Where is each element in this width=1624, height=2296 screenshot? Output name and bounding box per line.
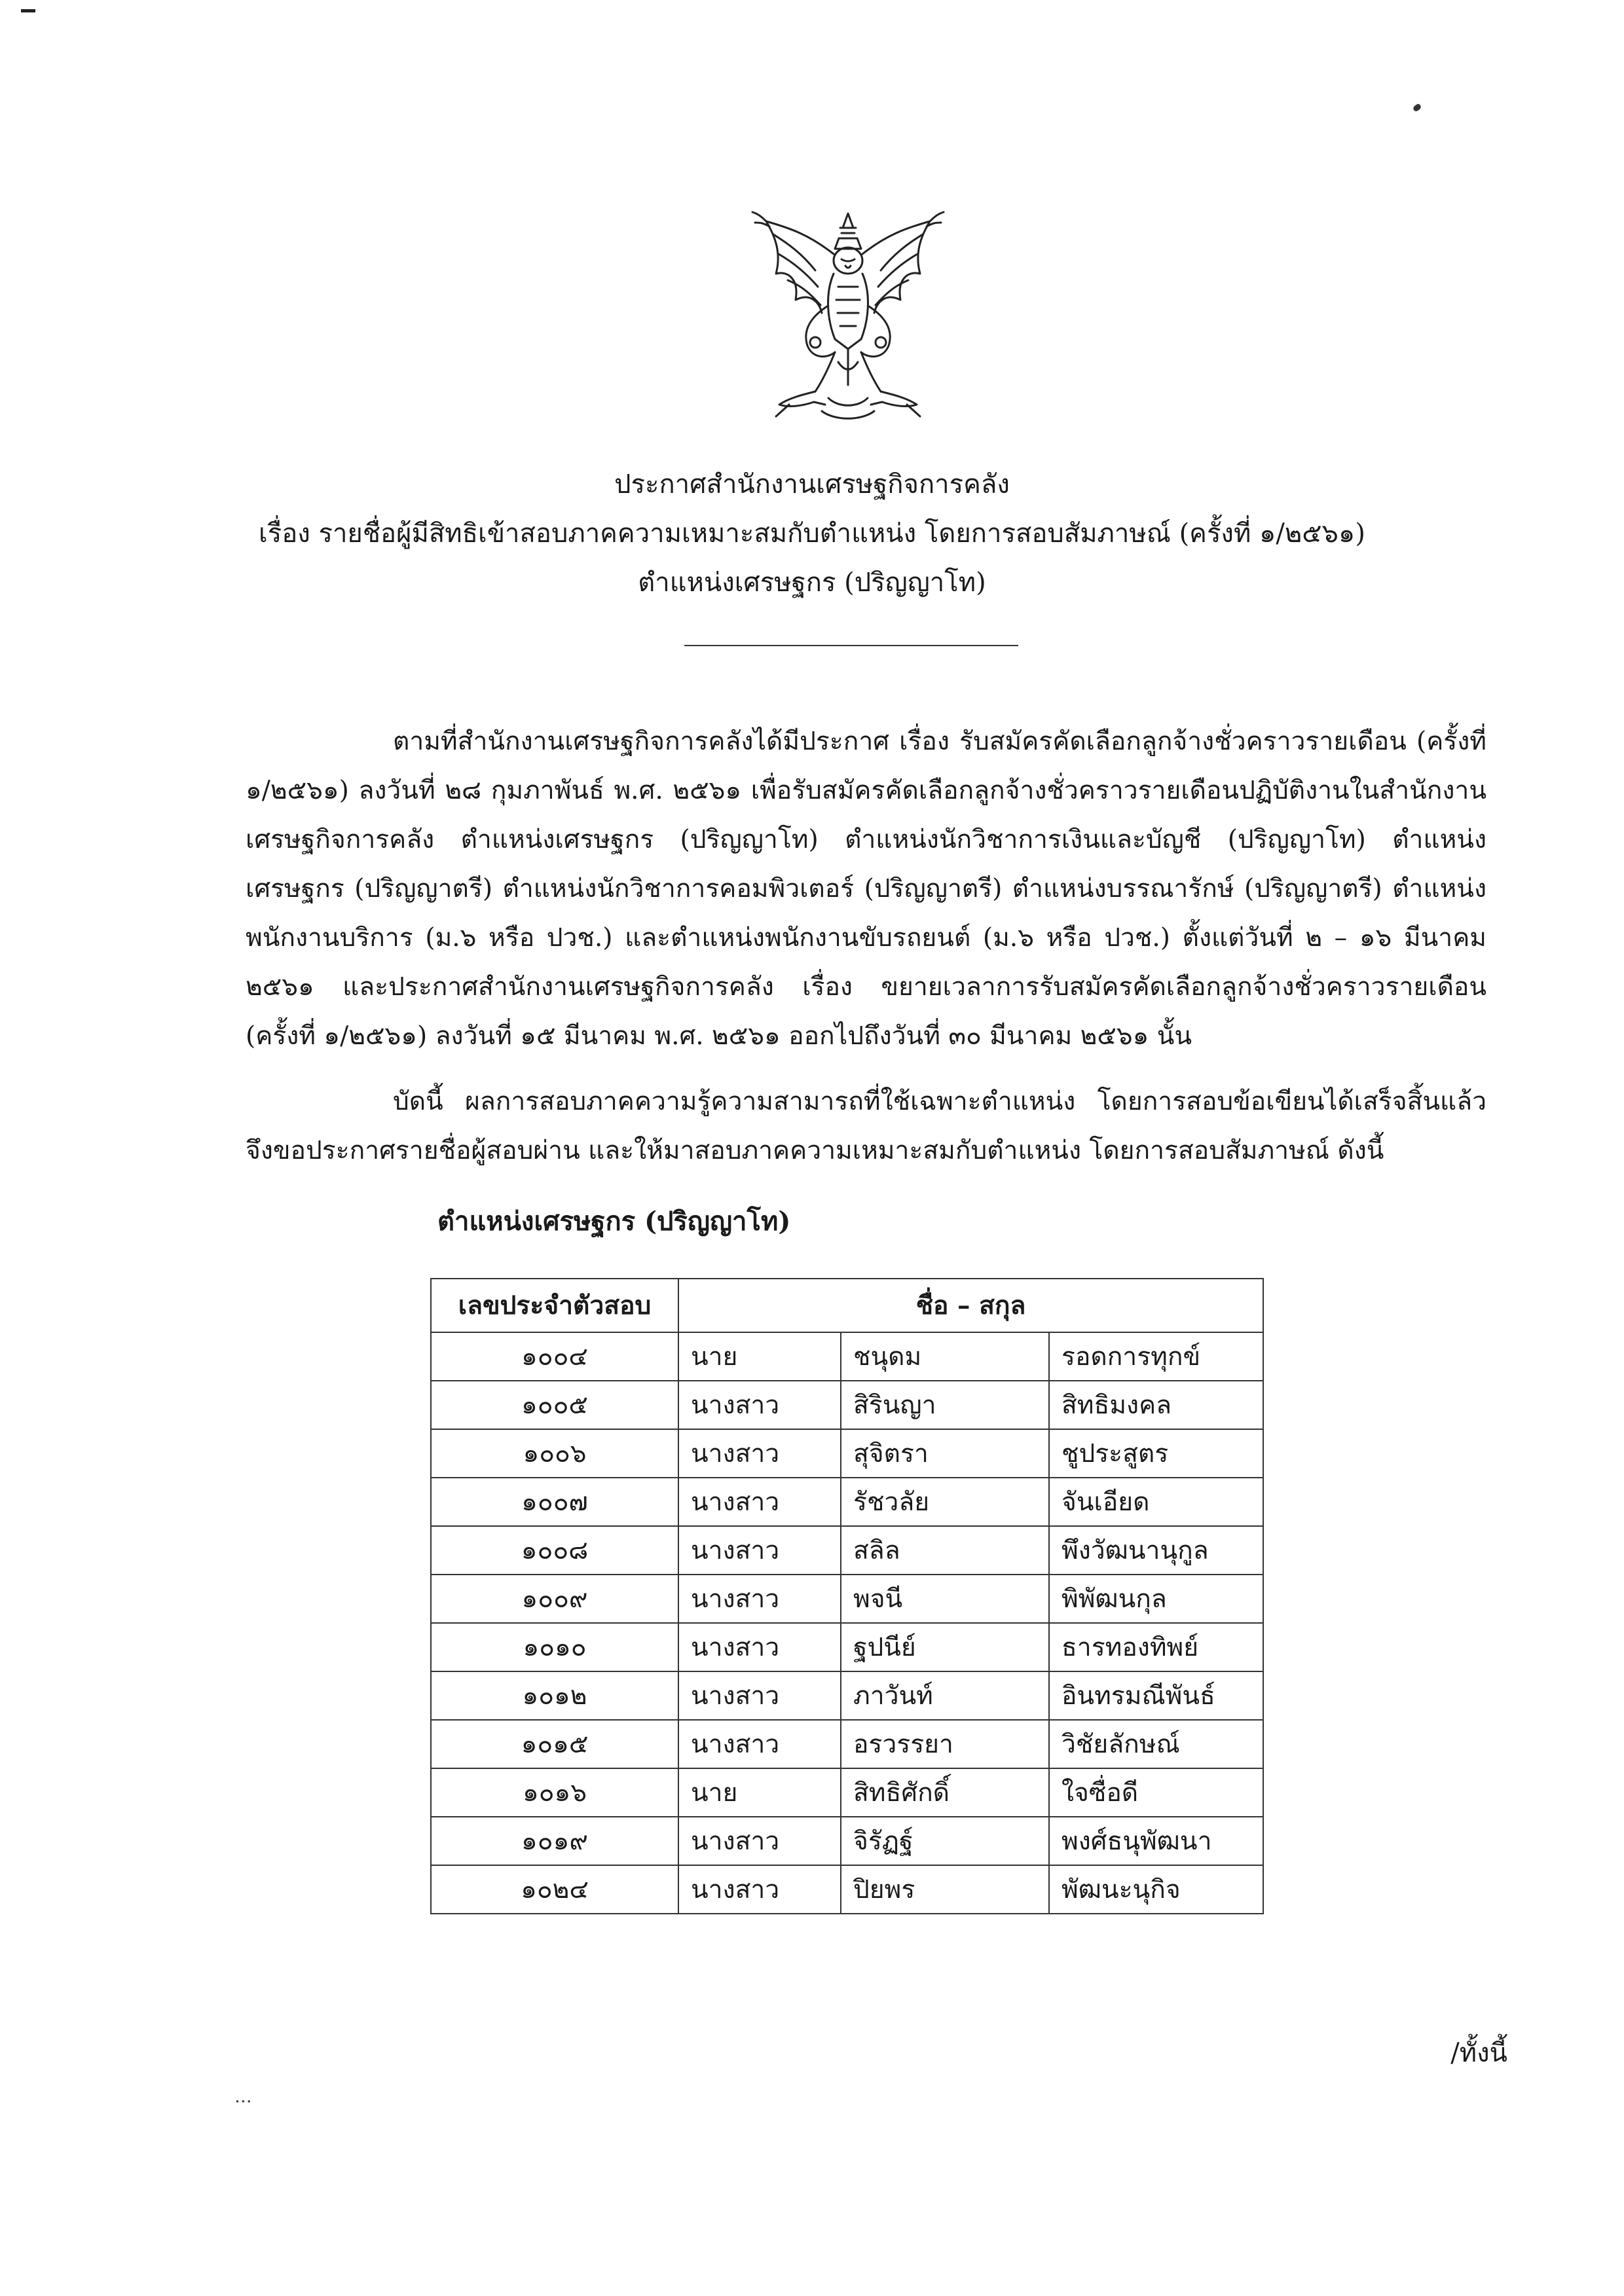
first-name: สิทธิศักดิ์: [841, 1768, 1049, 1817]
last-name: พงศ์ธนุพัฒนา: [1049, 1817, 1263, 1865]
exam-id: ๑๐๑๖: [431, 1768, 678, 1817]
exam-id: ๑๐๐๘: [431, 1526, 678, 1575]
table-row: [431, 1381, 1263, 1429]
announcement-position: ตำแหน่งเศรษฐกร (ปริญญาโท): [638, 568, 986, 598]
name-title: นางสาว: [678, 1720, 841, 1768]
announcement-issuer: ประกาศสำนักงานเศรษฐกิจการคลัง: [614, 469, 1010, 500]
body-paragraph-2: บัดนี้ ผลการสอบภาคความรู้ความสามารถที่ใช้เฉพาะตำแหน่ง โดยการสอบข้อเขียนได้เสร็จสิ้นแล้ว จึงขอประกาศรายชื่อผู้สอบผ่าน และให้มาสอบภาคความเหมาะสมกับตำแหน่ง โดยการสอบสัมภาษณ์ ดังนี้: [246, 1087, 1486, 1165]
first-name: สลิล: [841, 1526, 1049, 1575]
table-row: [431, 1817, 1263, 1865]
first-name: พจนี: [841, 1575, 1049, 1623]
name-title: นางสาว: [678, 1623, 841, 1671]
table-row: [431, 1478, 1263, 1526]
table-row: [431, 1332, 1263, 1381]
last-name: ใจซื่อดี: [1049, 1768, 1263, 1817]
last-name: พิพัฒนกุล: [1049, 1575, 1263, 1623]
exam-id: ๑๐๐๗: [431, 1478, 678, 1526]
name-title: นางสาว: [678, 1429, 841, 1478]
scan-speck: [1412, 103, 1422, 113]
first-name: สิรินญา: [841, 1381, 1049, 1429]
last-name: พัฒนะนุกิจ: [1049, 1865, 1263, 1914]
page-edge-mark: [21, 9, 35, 12]
name-title: นางสาว: [678, 1381, 841, 1429]
exam-id: ๑๐๑๐: [431, 1623, 678, 1671]
table-row: [431, 1526, 1263, 1575]
name-title: นางสาว: [678, 1817, 841, 1865]
column-header-name: ชื่อ – สกุล: [678, 1279, 1263, 1332]
first-name: รัชวลัย: [841, 1478, 1049, 1526]
first-name: สุจิตรา: [841, 1429, 1049, 1478]
first-name: ฐปนีย์: [841, 1623, 1049, 1671]
name-title: นางสาว: [678, 1671, 841, 1720]
table-header-row: [431, 1279, 1263, 1332]
last-name: วิชัยลักษณ์: [1049, 1720, 1263, 1768]
section-title: ตำแหน่งเศรษฐกร (ปริญญาโท): [437, 1206, 791, 1237]
table-row: [431, 1720, 1263, 1768]
heading-divider: [684, 645, 1018, 646]
announcement-subject: เรื่อง รายชื่อผู้มีสิทธิเข้าสอบภาคความเหมาะสมกับตำแหน่ง โดยการสอบสัมภาษณ์ (ครั้งที่ ๑/๒๕๖๑): [259, 519, 1365, 549]
continue-marker: /ทั้งนี้: [1450, 2038, 1507, 2068]
candidate-table: [430, 1278, 1264, 1914]
exam-id: ๑๐๑๙: [431, 1817, 678, 1865]
table-row: [431, 1768, 1263, 1817]
table-row: [431, 1865, 1263, 1914]
first-name: อรวรรยา: [841, 1720, 1049, 1768]
body-paragraph-1: ตามที่สำนักงานเศรษฐกิจการคลังได้มีประกาศ เรื่อง รับสมัครคัดเลือกลูกจ้างชั่วคราวรายเดือน (ครั้งที่ ๑/๒๕๖๑) ลงวันที่ ๒๘ กุมภาพันธ์ พ.ศ. ๒๕๖๑ เพื่อรับสมัครคัดเลือกลูกจ้างชั่วคราวรายเดือนปฏิบัติงานในสำนักงานเศรษฐกิจการคลัง ตำแหน่งเศรษฐกร (ปริญญาโท) ตำแหน่งนักวิชาการเงินและบัญชี (ปริญญาโท) ตำแหน่งเศรษฐกร (ปริญญาตรี) ตำแหน่งนักวิชาการคอมพิวเตอร์ (ปริญญาตรี) ตำแหน่งบรรณารักษ์ (ปริญญาตรี) ตำแหน่งพนักงานบริการ (ม.๖ หรือ ปวช.) และตำแหน่งพนักงานขับรถยนต์ (ม.๖ หรือ ปวช.) ตั้งแต่วันที่ ๒ – ๑๖ มีนาคม ๒๕๖๑ และประกาศสำนักงานเศรษฐกิจการคลัง เรื่อง ขยายเวลาการรับสมัครคัดเลือกลูกจ้างชั่วคราวรายเดือน (ครั้งที่ ๑/๒๕๖๑) ลงวันที่ ๑๕ มีนาคม พ.ศ. ๒๕๖๑ ออกไปถึงวันที่ ๓๐ มีนาคม ๒๕๖๑ นั้น: [246, 727, 1486, 1051]
table-row: [431, 1671, 1263, 1720]
last-name: ธารทองทิพย์: [1049, 1623, 1263, 1671]
last-name: รอดการทุกข์: [1049, 1332, 1263, 1381]
name-title: นางสาว: [678, 1526, 841, 1575]
name-title: นางสาว: [678, 1865, 841, 1914]
first-name: ชนุดม: [841, 1332, 1049, 1381]
last-name: สิทธิมงคล: [1049, 1381, 1263, 1429]
page-ellipsis: ...: [234, 2085, 252, 2107]
last-name: จันเอียด: [1049, 1478, 1263, 1526]
garuda-emblem-icon: [750, 208, 946, 428]
exam-id: ๑๐๐๔: [431, 1332, 678, 1381]
exam-id: ๑๐๐๖: [431, 1429, 678, 1478]
column-header-id: เลขประจำตัวสอบ: [431, 1279, 678, 1332]
exam-id: ๑๐๒๔: [431, 1865, 678, 1914]
last-name: อินทรมณีพันธ์: [1049, 1671, 1263, 1720]
first-name: ปิยพร: [841, 1865, 1049, 1914]
first-name: ภาวันท์: [841, 1671, 1049, 1720]
exam-id: ๑๐๐๕: [431, 1381, 678, 1429]
exam-id: ๑๐๑๒: [431, 1671, 678, 1720]
last-name: ชูประสูตร: [1049, 1429, 1263, 1478]
name-title: นาย: [678, 1332, 841, 1381]
table-row: [431, 1429, 1263, 1478]
last-name: พึงวัฒนานุกูล: [1049, 1526, 1263, 1575]
first-name: จิรัฏฐ์: [841, 1817, 1049, 1865]
name-title: นางสาว: [678, 1575, 841, 1623]
table-row: [431, 1623, 1263, 1671]
exam-id: ๑๐๑๕: [431, 1720, 678, 1768]
name-title: นางสาว: [678, 1478, 841, 1526]
name-title: นาย: [678, 1768, 841, 1817]
table-row: [431, 1575, 1263, 1623]
exam-id: ๑๐๐๙: [431, 1575, 678, 1623]
